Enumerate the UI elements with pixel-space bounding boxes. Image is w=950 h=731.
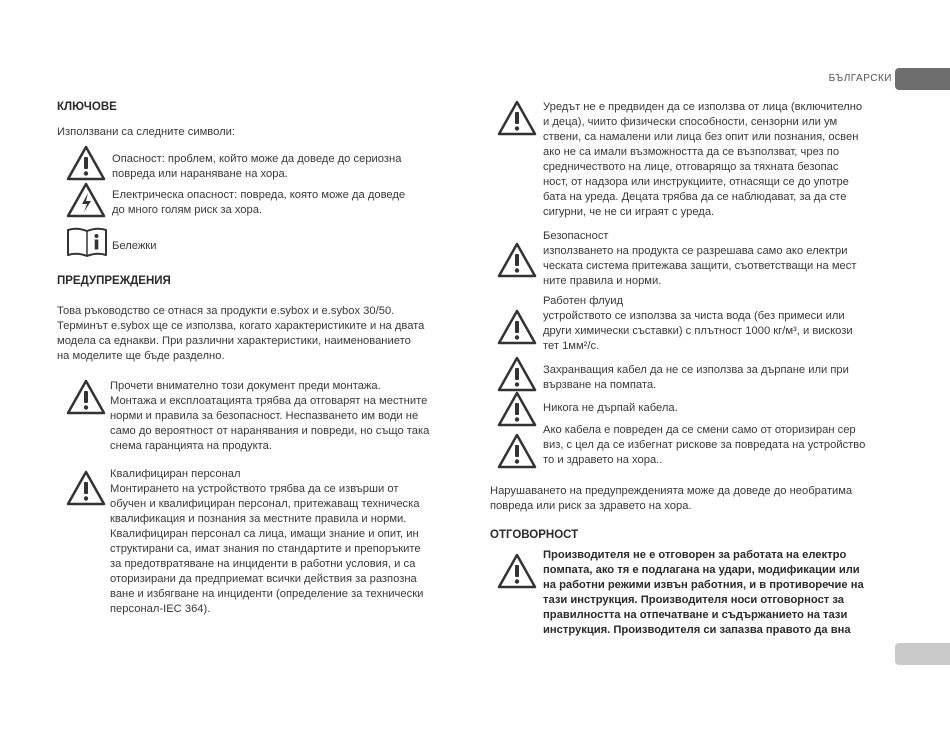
language-label: БЪЛГАРСКИ <box>828 73 892 84</box>
danger-description: Опасност: проблем, който може да доведе до сериозна повреда или нараняване на хора. <box>112 153 402 180</box>
fluid-warning-icon <box>497 309 537 345</box>
electric-hazard-icon <box>66 182 106 218</box>
device-usage-text: Уредът не е предвиден да се използва от лица (включително и деца), чиито физически способности, сензорни или ум ствени, са намалени или лица без опит или познания, освен ако не са имали възможността да се възползват, чрез по средничеството на лице, отговарящо за тяхната безопас ност, от надзора или инструкциите, отнасящи се до употре бата на уреда. Децата трябва да се наблюдават, за да сте сигурни, че не си играят с уреда. <box>543 101 863 218</box>
read-warning-icon <box>66 379 106 415</box>
keys-title: КЛЮЧОВЕ <box>57 101 117 113</box>
damaged-cable-text: Ако кабела е повреден да се смени само от оторизиран сер виз, с цел да се избегнат рискове за повредата на устройство то и здравето на хора.. <box>543 424 866 466</box>
danger-icon <box>66 145 106 181</box>
damaged-cable-warning-icon <box>497 433 537 469</box>
cable-warning-icon <box>497 356 537 392</box>
warnings-intro: Това ръководство се отнася за продукти e.sybox и e.sybox 30/50. Терминът e.sybox ще се използва, когато характеристиките и на двата модела са еднакви. При различни характеристики, наименованието на моделите ще бъде разделно. <box>57 305 425 362</box>
warnings-title: ПРЕДУПРЕЖДЕНИЯ <box>57 275 171 287</box>
notes-label: Бележки <box>112 240 157 252</box>
electric-description: Електрическа опасност: повреда, която може да доведе до много голям риск за хора. <box>112 189 406 216</box>
qualified-warning-icon <box>66 470 106 506</box>
violation-text: Нарушаването на предупрежденията може да доведе до необратима повреда или риск за здравето на хора. <box>490 485 853 512</box>
read-warning-text: Прочети внимателно този документ преди монтажа. Монтажа и експлоатацията трябва да отговарят на местните норми и правила за безопасност. Неспазването им води не само до вероятност от наранявания и повреди, но също така снема гаранцията на продукта. <box>110 380 430 452</box>
safety-warning-icon <box>497 242 537 278</box>
never-pull-text: Никога не дърпай кабела. <box>543 402 678 414</box>
page-tab <box>895 643 950 665</box>
responsibility-text: Производителя не е отговорен за работата на електро помпата, ако тя е подлагана на удари, модификации или на работни режими извън работния, и в противоречие на тази инструкция. Производителя носи отговорност за правилността на отпечатване и съдържанието на тази инструкция. Производителя си запазва правото да вна <box>543 549 864 636</box>
keys-intro: Използвани са следните символи: <box>57 126 235 138</box>
responsibility-warning-icon <box>497 553 537 589</box>
power-cable-text: Захранващия кабел да не се използва за дърпане или при вързване на помпата. <box>543 364 849 391</box>
working-fluid-text: Работен флуид устройството се използва за чиста вода (без примеси или други химически съставки) с плътност 1000 кг/м³, и вискози тет 1мм²/с. <box>543 295 853 352</box>
qualified-personnel-text: Квалифициран персонал Монтирането на устройството трябва да се извърши от обучен и квалифициран персонал, притежаващ техническа квалификация и познания за местните правила и норми. Квалифициран персонал са лица, имащи знание и опит, ин структирани са, имат знания по стандартите и препоръките за предотвратяване на инциденти в работни условия, и са оторизирани да предприемат всички действия за разпозна ване и избягване на инциденти (определение за технически персонал-IEC 364). <box>110 468 424 615</box>
responsibility-title: ОТГОВОРНОСТ <box>490 529 579 541</box>
notes-book-icon <box>66 226 108 258</box>
device-warning-icon <box>497 100 537 136</box>
language-tab <box>895 68 950 90</box>
safety-text: Безопасност използването на продукта се разрешава само ако електри ческата система притежава защити, съответстващи на мест ните правила и норми. <box>543 230 857 287</box>
pull-cable-warning-icon <box>497 391 537 427</box>
